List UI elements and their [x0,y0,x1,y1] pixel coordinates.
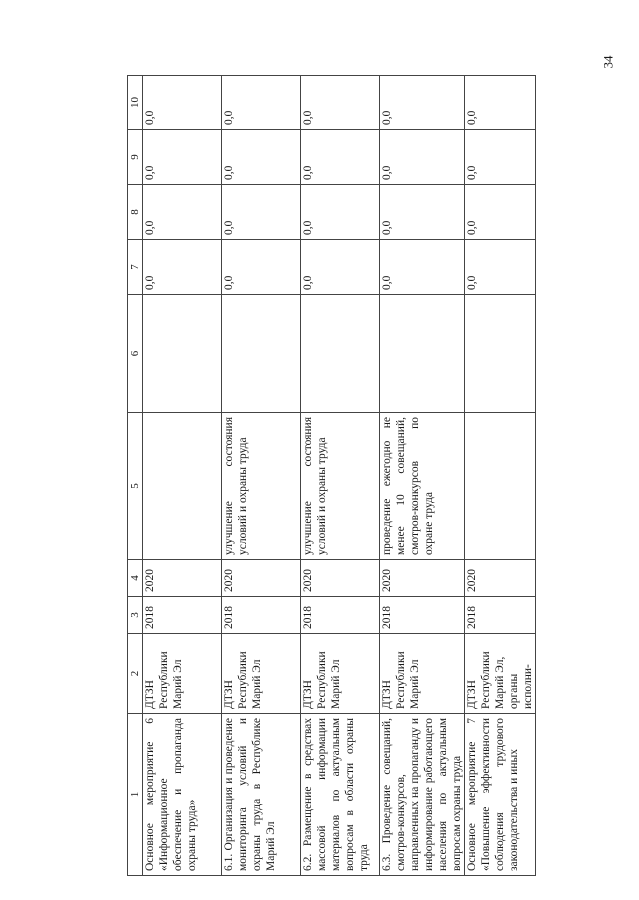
value-cell: 0,0 [222,76,301,130]
value-cell: 0,0 [222,240,301,295]
responsible-executor: ДТЗН Республики Марий Эл [143,634,222,714]
measure-name: Основное мероприятие 6 «Информационное обеспечение и пропаганда охраны труда» [143,714,222,876]
column-header: 4 [128,560,143,597]
start-year: 2018 [301,597,380,634]
column-header: 7 [128,240,143,295]
value-cell: 0,0 [301,76,380,130]
value-cell: 0,0 [380,76,465,130]
col-6-cell [222,295,301,413]
start-year: 2018 [143,597,222,634]
program-table [127,75,536,876]
column-header: 2 [128,634,143,714]
col-6-cell [301,295,380,413]
expected-result: улучшение состояния условий и охраны труда [222,413,301,560]
responsible-executor: ДТЗН Республики Марий Эл, органы исполни- [465,634,536,714]
value-cell: 0,0 [222,185,301,240]
column-header: 3 [128,597,143,634]
value-cell: 0,0 [301,130,380,185]
measure-name: 6.2. Размещение в средствах массовой информации материалов по актуальным вопросам в области охраны труда [301,714,380,876]
column-header: 5 [128,413,143,560]
page-number: 34 [600,55,616,69]
start-year: 2018 [222,597,301,634]
value-cell: 0,0 [380,240,465,295]
value-cell: 0,0 [465,185,536,240]
end-year: 2020 [143,560,222,597]
value-cell: 0,0 [465,240,536,295]
responsible-executor: ДТЗН Республики Марий Эл [380,634,465,714]
column-header: 10 [128,76,143,130]
value-cell: 0,0 [380,130,465,185]
table-row [143,76,222,876]
value-cell: 0,0 [143,185,222,240]
end-year: 2020 [222,560,301,597]
value-cell: 0,0 [301,185,380,240]
table-row [465,76,536,876]
measure-name: 6.1. Организация и проведение мониторинга условий и охраны труда в Республике Марий Эл [222,714,301,876]
expected-result: проведение ежегодно не менее 10 совещаний, смотров-конкурсов по охране труда [380,413,465,560]
end-year: 2020 [465,560,536,597]
table-row [222,76,301,876]
responsible-executor: ДТЗН Республики Марий Эл [222,634,301,714]
value-cell: 0,0 [143,240,222,295]
col-6-cell [465,295,536,413]
column-header: 6 [128,295,143,413]
responsible-executor: ДТЗН Республики Марий Эл [301,634,380,714]
measure-name: Основное мероприятие 7 «Повышение эффективности соблюдения трудового законодательства и иных [465,714,536,876]
value-cell: 0,0 [222,130,301,185]
start-year: 2018 [465,597,536,634]
col-6-cell [143,295,222,413]
column-header: 8 [128,185,143,240]
value-cell: 0,0 [465,76,536,130]
expected-result [465,413,536,560]
expected-result [143,413,222,560]
value-cell: 0,0 [301,240,380,295]
table-row [301,76,380,876]
end-year: 2020 [380,560,465,597]
value-cell: 0,0 [143,130,222,185]
value-cell: 0,0 [465,130,536,185]
value-cell: 0,0 [143,76,222,130]
rotated-table-wrapper [127,76,637,876]
measure-name: 6.3. Проведение совещаний, смотров-конкурсов, направленных на пропаганду и информирование работающего населения по актуальным вопросам охраны труда [380,714,465,876]
table-row [380,76,465,876]
column-header: 1 [128,714,143,876]
header-row [128,76,143,876]
start-year: 2018 [380,597,465,634]
end-year: 2020 [301,560,380,597]
expected-result: улучшение состояния условий и охраны труда [301,413,380,560]
col-6-cell [380,295,465,413]
value-cell: 0,0 [380,185,465,240]
column-header: 9 [128,130,143,185]
